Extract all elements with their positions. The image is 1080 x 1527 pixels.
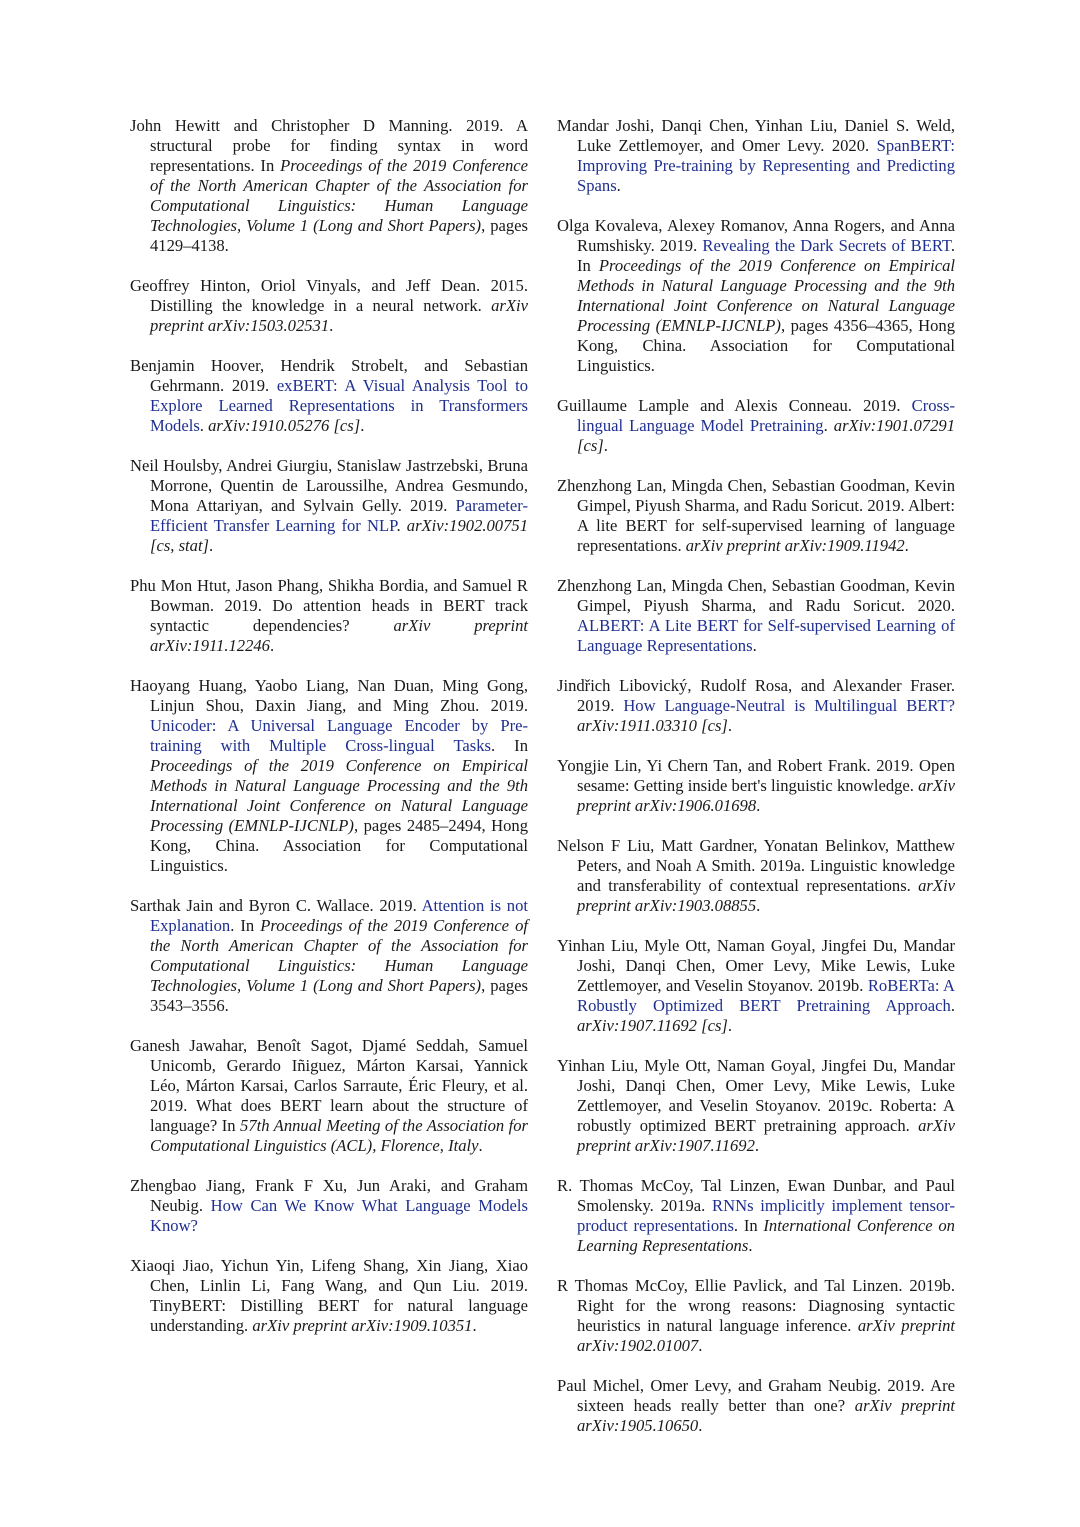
reference-text: . — [754, 1136, 760, 1155]
reference-venue: arXiv preprint arXiv:1909.11942 — [685, 536, 905, 555]
reference-text: . — [329, 316, 334, 335]
reference-entry — [557, 1376, 955, 1436]
reference-entry — [557, 216, 955, 376]
reference-text: . In — [491, 736, 528, 755]
reference-venue: arXiv:1907.11692 [cs] — [577, 1016, 728, 1035]
reference-text: . — [748, 1236, 753, 1255]
reference-text: . — [756, 796, 761, 815]
reference-text: Zhengbao Jiang, Frank F Xu, Jun Araki, and Graham Neubig. — [130, 1176, 528, 1215]
reference-entry — [130, 1176, 528, 1236]
reference-text: Jindřich Libovický, Rudolf Rosa, and Alexander Fraser. 2019. — [557, 676, 955, 715]
reference-venue: arXiv:1910.05276 [cs] — [208, 416, 361, 435]
reference-text: Zhenzhong Lan, Mingda Chen, Sebastian Goodman, Kevin Gimpel, Piyush Sharma, and Radu Soricut. 2020. — [557, 576, 955, 615]
reference-link[interactable]: Revealing the Dark Secrets of BERT — [702, 236, 951, 255]
reference-entry — [557, 676, 955, 736]
reference-venue: Proceedings of the 2019 Conference of the North American Chapter of the Association for Computational Linguistics: Human Language Technologies, Volume 1 (Long and Short Papers) — [150, 156, 528, 235]
reference-venue: arXiv preprint arXiv:1905.10650 — [577, 1396, 955, 1435]
reference-text: , pages 4129–4138. — [150, 216, 528, 255]
reference-text: . — [209, 536, 214, 555]
reference-text: . — [616, 176, 621, 195]
reference-link[interactable]: Attention is not Explanation — [150, 896, 528, 935]
reference-venue: Proceedings of the 2019 Conference on Empirical Methods in Natural Language Processing and the 9th International Joint Conference on Natural Language Processing (EMNLP-IJCNLP) — [577, 256, 955, 335]
reference-venue: 57th Annual Meeting of the Association for Computational Linguistics (ACL), Florence, Italy — [150, 1116, 528, 1155]
reference-text: . — [269, 636, 275, 655]
reference-venue: International Conference on Learning Representations — [577, 1216, 955, 1255]
reference-text: Yongjie Lin, Yi Chern Tan, and Robert Frank. 2019. Open sesame: Getting inside bert's linguistic knowledge. — [557, 756, 955, 795]
reference-venue: Proceedings of the 2019 Conference of the North American Chapter of the Association for Computational Linguistics: Human Language Technologies, Volume 1 (Long and Short Papers) — [150, 916, 528, 995]
reference-text: Phu Mon Htut, Jason Phang, Shikha Bordia, and Samuel R Bowman. 2019. Do attention heads in BERT track syntactic dependencies? — [130, 576, 528, 635]
reference-entry — [130, 276, 528, 336]
reference-text: . — [752, 636, 757, 655]
reference-text: . — [360, 416, 365, 435]
reference-text: . — [478, 1136, 483, 1155]
reference-text: . — [698, 1336, 703, 1355]
reference-text: Ganesh Jawahar, Benoît Sagot, Djamé Seddah, Samuel Unicomb, Gerardo Iñiguez, Márton Karsai, Yannick Léo, Márton Karsai, Carlos Sarraute, Éric Fleury, et al. 2019. What does BERT learn about the structure of language? In — [130, 1036, 528, 1135]
reference-text: . — [904, 536, 909, 555]
reference-entry — [130, 1256, 528, 1336]
reference-text: . In — [230, 916, 261, 935]
references-right-column — [557, 116, 955, 1456]
reference-link[interactable]: ALBERT: A Lite BERT for Self-supervised Learning of Language Representations — [577, 616, 955, 655]
reference-venue: arXiv preprint arXiv:1906.01698 — [577, 776, 955, 815]
reference-venue: arXiv:1901.07291 [cs] — [577, 416, 955, 455]
reference-link[interactable]: Parameter-Efficient Transfer Learning for NLP — [150, 496, 528, 535]
reference-text: R Thomas McCoy, Ellie Pavlick, and Tal Linzen. 2019b. Right for the wrong reasons: Diagnosing syntactic heuristics in natural language inference. — [557, 1276, 955, 1335]
reference-entry — [130, 356, 528, 436]
reference-link[interactable]: Cross-lingual Language Model Pretraining — [577, 396, 955, 435]
reference-entry — [557, 936, 955, 1036]
reference-text: R. Thomas McCoy, Tal Linzen, Ewan Dunbar, and Paul Smolensky. 2019a. — [557, 1176, 955, 1215]
reference-venue: arXiv preprint arXiv:1503.02531 — [150, 296, 528, 335]
reference-text: . — [950, 996, 955, 1015]
reference-entry — [557, 1176, 955, 1256]
reference-venue: arXiv preprint arXiv:1903.08855 — [577, 876, 955, 915]
reference-text: Nelson F Liu, Matt Gardner, Yonatan Belinkov, Matthew Peters, and Noah A Smith. 2019a. Linguistic knowledge and transferability of contextual representations. — [557, 836, 955, 895]
reference-link[interactable]: Unicoder: A Universal Language Encoder by Pre-training with Multiple Cross-lingual Tasks — [150, 716, 528, 755]
reference-link[interactable]: How Language-Neutral is Multilingual BERT? — [623, 696, 955, 715]
reference-text: , pages 3543–3556. — [150, 976, 528, 1015]
reference-entry — [557, 396, 955, 456]
reference-venue: arXiv preprint arXiv:1902.01007 — [577, 1316, 956, 1355]
reference-text: Neil Houlsby, Andrei Giurgiu, Stanislaw Jastrzebski, Bruna Morrone, Quentin de Laroussilhe, Andrea Gesmundo, Mona Attariyan, and Sylvain Gelly. 2019. — [130, 456, 528, 515]
reference-venue: arXiv preprint arXiv:1909.10351 — [252, 1316, 473, 1335]
reference-text: John Hewitt and Christopher D Manning. 2019. A structural probe for finding syntax in word representations. In — [130, 116, 528, 175]
reference-text: Yinhan Liu, Myle Ott, Naman Goyal, Jingfei Du, Mandar Joshi, Danqi Chen, Omer Levy, Mike Lewis, Luke Zettlemoyer, and Veselin Stoyanov. 2019b. — [557, 936, 955, 995]
reference-link[interactable]: How Can We Know What Language Models Know? — [150, 1196, 528, 1235]
reference-entry — [557, 756, 955, 816]
reference-text: . — [472, 1316, 477, 1335]
reference-venue: arXiv preprint arXiv:1907.11692 — [577, 1116, 955, 1155]
reference-text: Guillaume Lample and Alexis Conneau. 2019. — [557, 396, 912, 415]
reference-text: Sarthak Jain and Byron C. Wallace. 2019. — [130, 896, 422, 915]
reference-entry — [557, 836, 955, 916]
reference-link[interactable]: RNNs implicitly implement tensor-product representations — [577, 1196, 956, 1235]
reference-entry — [557, 1056, 955, 1156]
reference-entry — [130, 1036, 528, 1156]
reference-entry — [130, 576, 528, 656]
reference-text: , pages 4356–4365, Hong Kong, China. Association for Computational Linguistics. — [577, 316, 955, 375]
reference-entry — [557, 116, 955, 196]
reference-entry — [130, 456, 528, 556]
reference-text: Haoyang Huang, Yaobo Liang, Nan Duan, Ming Gong, Linjun Shou, Daxin Jiang, and Ming Zhou. 2019. — [130, 676, 528, 715]
reference-entry — [130, 116, 528, 256]
reference-text: Xiaoqi Jiao, Yichun Yin, Lifeng Shang, Xin Jiang, Xiao Chen, Linlin Li, Fang Wang, and Qun Liu. 2019. TinyBERT: Distilling BERT for natural language understanding. — [130, 1256, 528, 1335]
reference-entry — [130, 676, 528, 876]
reference-text: . — [727, 716, 733, 735]
reference-venue: arXiv:1911.03310 [cs] — [577, 716, 728, 735]
reference-text: . — [603, 436, 608, 455]
reference-entry — [557, 476, 955, 556]
reference-link[interactable]: RoBERTa: A Robustly Optimized BERT Pretraining Approach — [577, 976, 955, 1015]
reference-text: , pages 2485–2494, Hong Kong, China. Association for Computational Linguistics. — [150, 816, 528, 875]
reference-entry — [130, 896, 528, 1016]
references-left-column — [130, 116, 528, 1356]
reference-venue: arXiv:1902.00751 [cs, stat] — [150, 516, 528, 555]
reference-text: Yinhan Liu, Myle Ott, Naman Goyal, Jingfei Du, Mandar Joshi, Danqi Chen, Omer Levy, Mike Lewis, Luke Zettlemoyer, and Veselin Stoyanov. 2019c. Roberta: A robustly optimized BERT pretraining approach. — [557, 1056, 955, 1135]
reference-text: . — [396, 516, 407, 535]
reference-text: Benjamin Hoover, Hendrik Strobelt, and Sebastian Gehrmann. 2019. — [130, 356, 528, 395]
reference-text: . In — [733, 1216, 764, 1235]
reference-text: . — [756, 896, 761, 915]
reference-entry — [557, 1276, 955, 1356]
reference-link[interactable]: SpanBERT: Improving Pre-training by Representing and Predicting Spans — [577, 136, 955, 195]
reference-text: Olga Kovaleva, Alexey Romanov, Anna Rogers, and Anna Rumshisky. 2019. — [557, 216, 955, 255]
reference-text: . In — [577, 236, 955, 275]
reference-venue: Proceedings of the 2019 Conference on Empirical Methods in Natural Language Processing and the 9th International Joint Conference on Natural Language Processing (EMNLP-IJCNLP) — [150, 756, 528, 835]
reference-text: . — [698, 1416, 703, 1435]
reference-text: Paul Michel, Omer Levy, and Graham Neubig. 2019. Are sixteen heads really better than one? — [557, 1376, 955, 1415]
reference-text: Mandar Joshi, Danqi Chen, Yinhan Liu, Daniel S. Weld, Luke Zettlemoyer, and Omer Levy. 2020. — [557, 116, 955, 155]
reference-text: Geoffrey Hinton, Oriol Vinyals, and Jeff Dean. 2015. Distilling the knowledge in a neural network. — [130, 276, 528, 315]
reference-entry — [557, 576, 955, 656]
reference-venue: arXiv preprint arXiv:1911.12246 — [150, 616, 528, 655]
reference-link[interactable]: exBERT: A Visual Analysis Tool to Explore Learned Representations in Transformers Models — [150, 376, 528, 435]
reference-text: . — [727, 1016, 733, 1035]
reference-text: . — [199, 416, 209, 435]
reference-text: . — [823, 416, 834, 435]
reference-text: Zhenzhong Lan, Mingda Chen, Sebastian Goodman, Kevin Gimpel, Piyush Sharma, and Radu Soricut. 2019. Albert: A lite BERT for self-supervised learning of language representations. — [557, 476, 955, 555]
